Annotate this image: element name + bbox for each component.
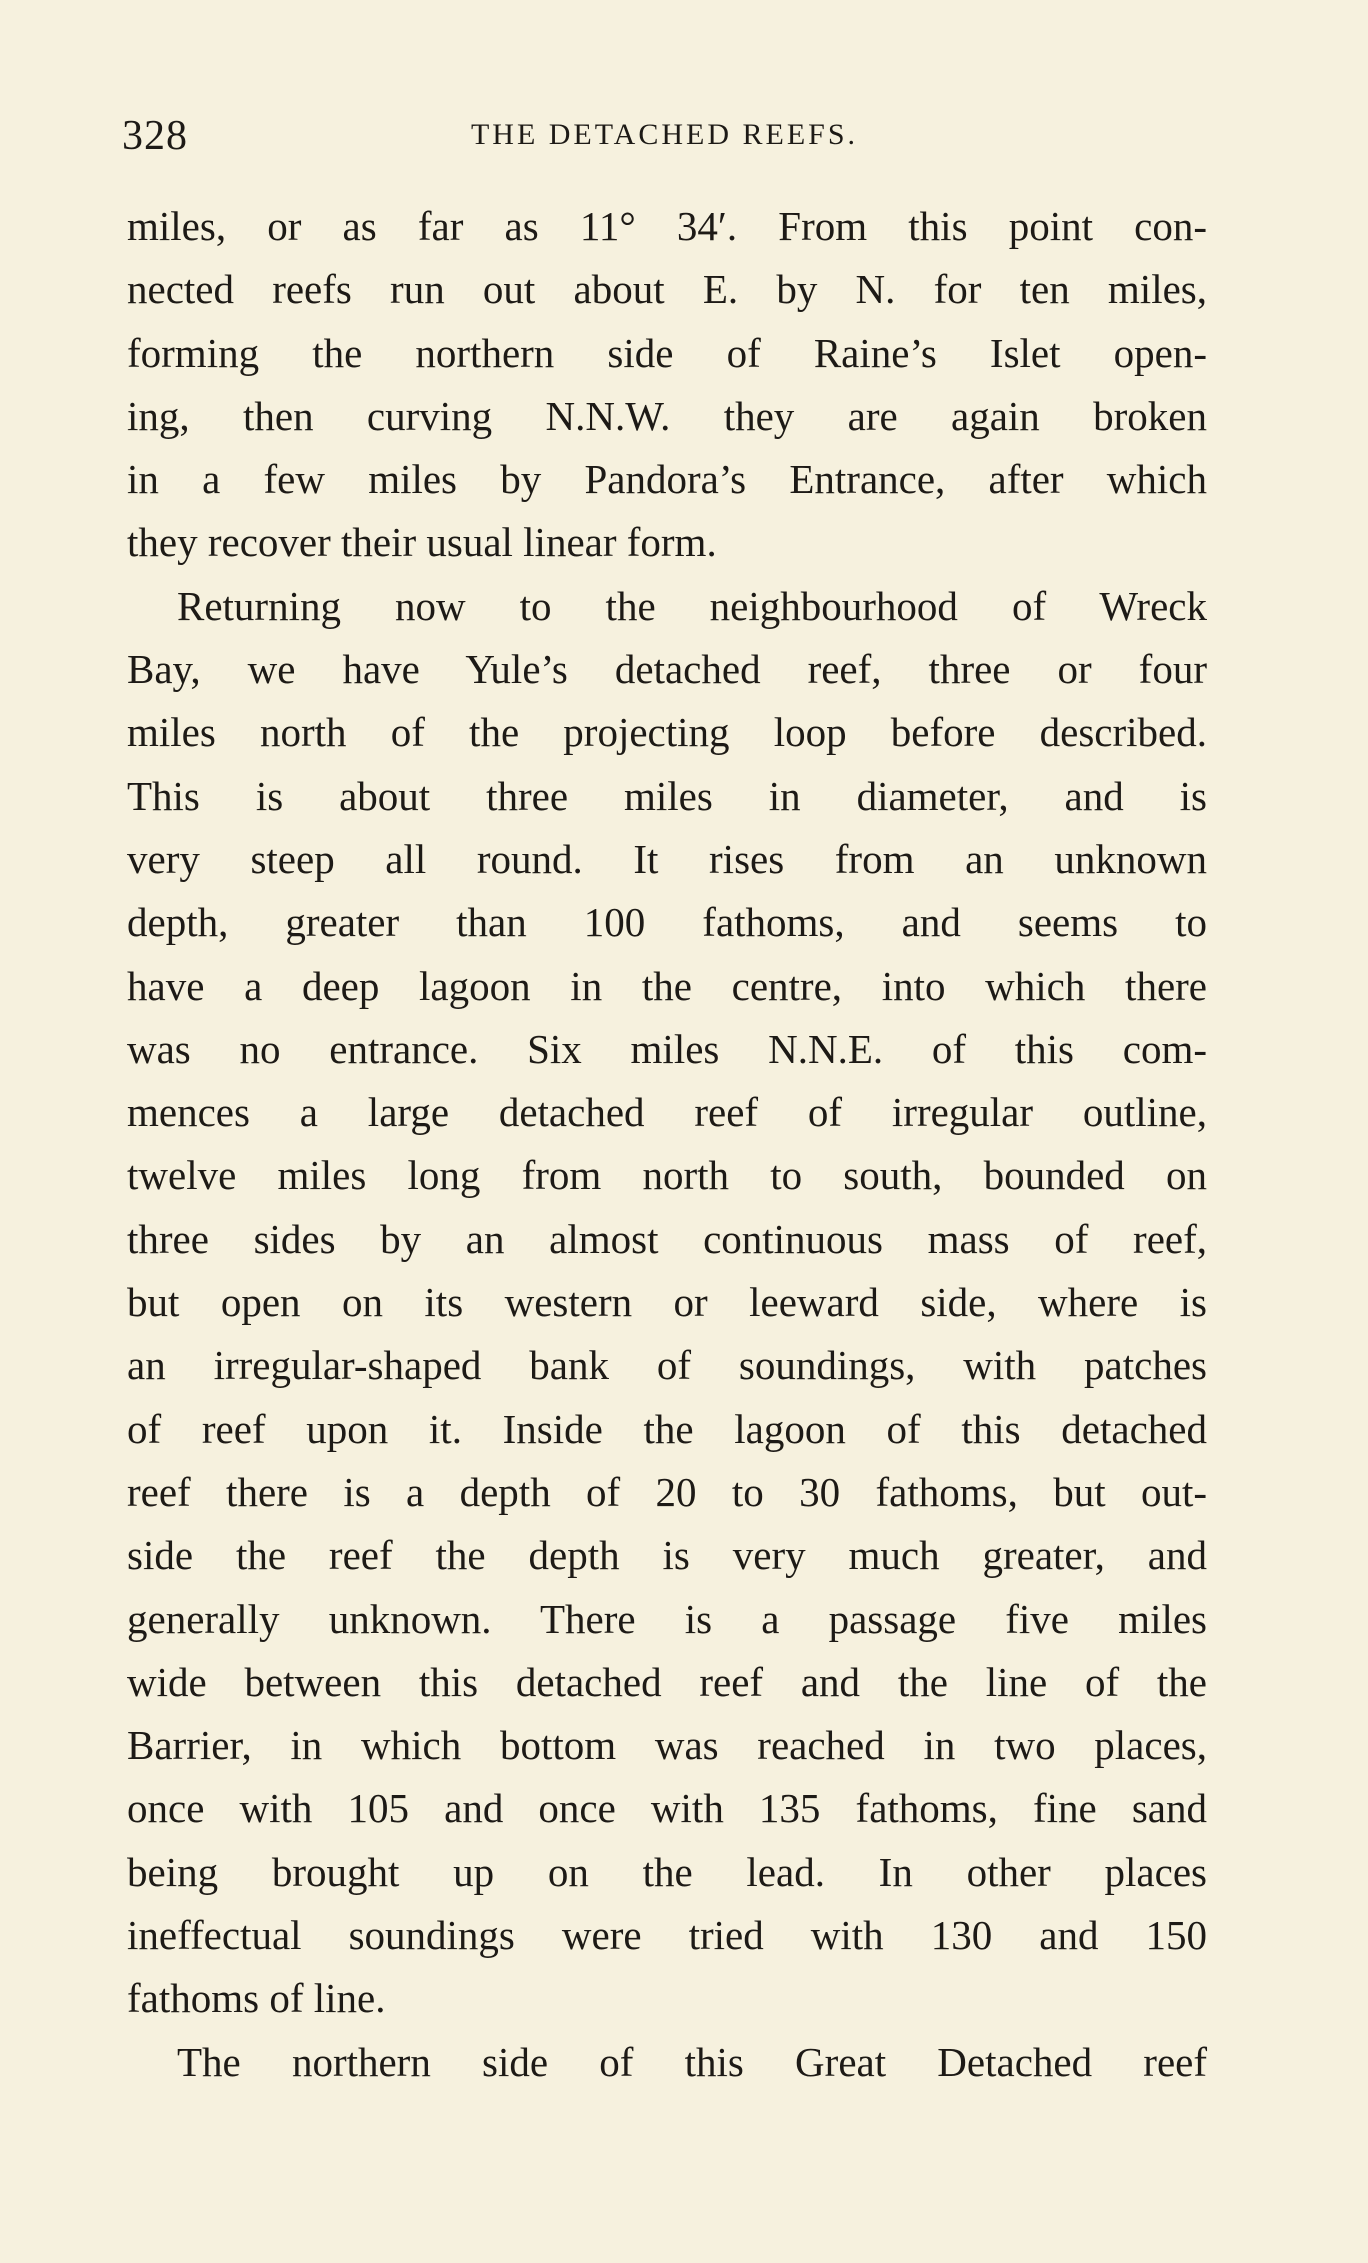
text-line: very steep all round. It rises from an unknown [127, 835, 1207, 882]
page-number: 328 [122, 113, 188, 159]
text-line: The northern side of this Great Detached reef [177, 2038, 1207, 2085]
text-line: in a few miles by Pandora’s Entrance, after which [127, 456, 1207, 503]
text-line: This is about three miles in diameter, and is [127, 772, 1207, 819]
text-line: reef there is a depth of 20 to 30 fathoms, but out- [127, 1468, 1207, 1515]
text-line: nected reefs run out about E. by N. for ten miles, [127, 266, 1207, 313]
text-line: side the reef the depth is very much greater, and [127, 1532, 1207, 1579]
text-line: fathoms of line. [127, 1975, 386, 2022]
text-line: three sides by an almost continuous mass of reef, [127, 1215, 1207, 1262]
text-line: once with 105 and once with 135 fathoms, fine sand [127, 1785, 1207, 1832]
text-line: an irregular-shaped bank of soundings, with patches [127, 1342, 1207, 1389]
text-line: twelve miles long from north to south, bounded on [127, 1152, 1207, 1199]
text-line: wide between this detached reef and the line of the [127, 1658, 1207, 1705]
text-line: but open on its western or leeward side, where is [127, 1279, 1207, 1326]
text-line: ineffectual soundings were tried with 130 and 150 [127, 1912, 1207, 1959]
text-line: depth, greater than 100 fathoms, and seems to [127, 899, 1207, 946]
text-line: mences a large detached reef of irregular outline, [127, 1089, 1207, 1136]
text-line: they recover their usual linear form. [127, 519, 717, 566]
text-line: miles, or as far as 11° 34′. From this point con- [127, 203, 1207, 249]
running-title: THE DETACHED REEFS. [470, 118, 859, 151]
text-line: generally unknown. There is a passage five miles [127, 1595, 1207, 1642]
body-text [127, 195, 1207, 2094]
text-line: Returning now to the neighbourhood of Wreck [177, 582, 1207, 629]
text-line: ing, then curving N.N.W. they are again broken [127, 392, 1207, 439]
page-header [122, 112, 1207, 172]
text-line: Barrier, in which bottom was reached in two places, [127, 1722, 1207, 1769]
text-line: have a deep lagoon in the centre, into which there [127, 962, 1207, 1009]
text-line: was no entrance. Six miles N.N.E. of this com- [127, 1025, 1207, 1072]
text-line: miles north of the projecting loop before described. [127, 709, 1207, 756]
text-line: Bay, we have Yule’s detached reef, three or four [127, 646, 1207, 693]
text-line: being brought up on the lead. In other places [127, 1848, 1207, 1895]
text-line: of reef upon it. Inside the lagoon of this detached [127, 1405, 1207, 1452]
text-line: forming the northern side of Raine’s Islet open- [127, 329, 1207, 376]
